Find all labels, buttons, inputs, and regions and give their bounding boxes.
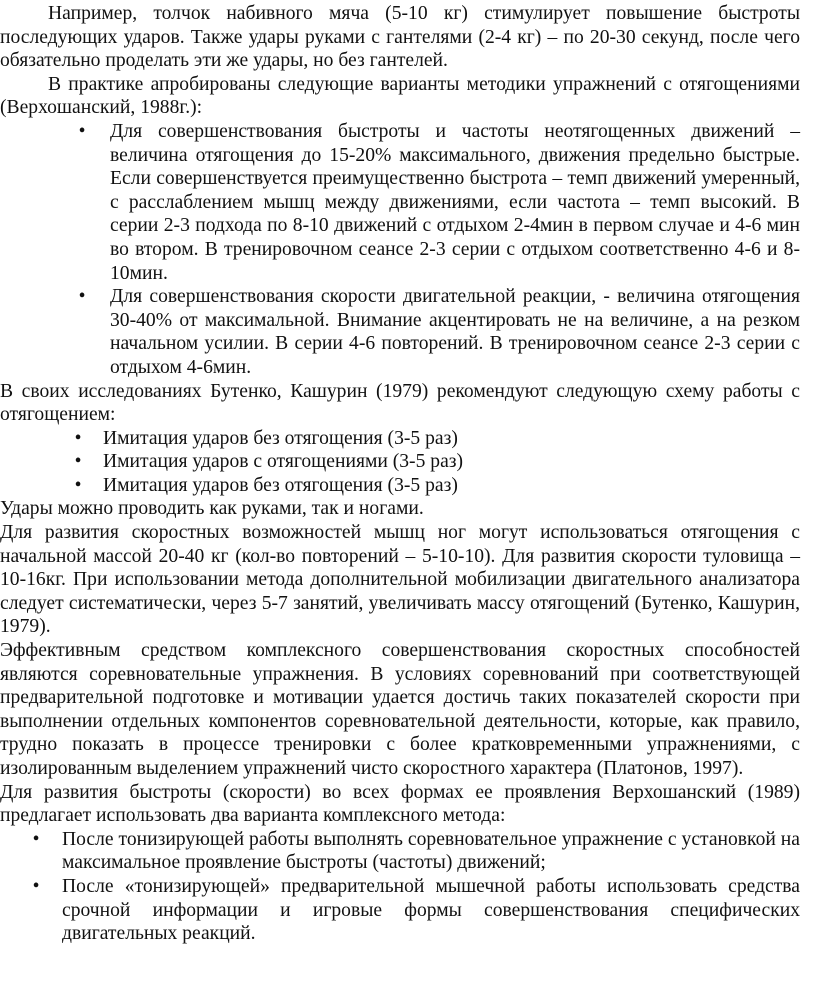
paragraph-competition: Эффективным средством комплексного совершенствования скоростных способностей являются соревновательные упражнения. В условиях соревнований при соответствующей предварительной подготовке и мотивации удается достичь таких показателей скорости при выполнении отдельных компонентов соревновательной деятельности, которые, как правило, трудно показать в процессе тренировки с более кратковременными упражнениями, с изолированным выделением упражнений чисто скоростного характера (Платонов, 1997).: [0, 640, 800, 779]
list-item: [0, 427, 800, 451]
bullet-icon: •: [74, 451, 82, 473]
list-item-text: Для совершенствования быстроты и частоты неотягощенных движений – величина отягощения до 15-20% максимального, движения предельно быстрые. Если совершенствуется преимущественно быстрота – темп движений умеренный, с расслаблением мышц между движениями, если частота – темп высокий. В серии 2-3 подхода по 8-10 движений с отдыхом 2-4мин в первом случае и 4-6 мин во втором. В тренировочном сеансе 2-3 серии с отдыхом соответственно 4-6 и 8-10мин.: [110, 120, 800, 284]
bullet-icon: •: [32, 875, 40, 897]
methods-list: [0, 120, 800, 380]
bullet-icon: •: [32, 828, 40, 850]
bullet-icon: •: [74, 474, 82, 496]
bullet-icon: •: [78, 286, 86, 308]
list-item: [0, 450, 800, 474]
scheme-list: [0, 427, 800, 498]
list-item: [0, 474, 800, 498]
list-item: [0, 875, 800, 946]
list-item-text: После «тонизирующей» предварительной мышечной работы использовать средства срочной информации и игровые формы совершенствования специфических двигательных реакций.: [62, 875, 800, 945]
bullet-icon: •: [78, 120, 86, 142]
list-item: [0, 828, 800, 875]
list-item: [0, 285, 800, 379]
list-item-text: Имитация ударов без отягощения (3-5 раз): [103, 427, 458, 449]
paragraph-complex-intro: Для развития быстроты (скорости) во всех формах ее проявления Верхошанский (1989) предлагает использовать два варианта комплексного метода:: [0, 781, 800, 827]
paragraph-legs: Для развития скоростных возможностей мышц ног могут использоваться отягощения с начальной массой 20-40 кг (кол-во повторений – 5-10-10). Для развития скорости туловища – 10-16кг. При использовании метода дополнительной мобилизации двигательного анализатора следует систематически, через 5-7 занятий, увеличивать массу отягощений (Бутенко, Кашурин, 1979).: [0, 522, 800, 638]
list-item-text: Имитация ударов с отягощениями (3-5 раз): [103, 451, 464, 473]
paragraph-methods-intro: В практике апробированы следующие варианты методики упражнений с отягощениями (Верхошанский, 1988г.):: [0, 73, 800, 119]
list-item-text: Для совершенствования скорости двигательной реакции, - величина отягощения 30-40% от максимальной. Внимание акцентировать не на величине, а на резком начальном усилии. В серии 4-6 повторений. В тренировочном сеансе 2-3 серии с отдыхом 4-6мин.: [110, 286, 800, 378]
paragraph-intro: Например, толчок набивного мяча (5-10 кг) стимулирует повышение быстроты последующих ударов. Также удары руками с гантелями (2-4 кг) – по 20-30 секунд, после чего обязательно проделать эти же удары, но без гантелей.: [0, 3, 800, 72]
paragraph-scheme-intro: В своих исследованиях Бутенко, Кашурин (1979) рекомендуют следующую схему работы с отягощением:: [0, 380, 800, 426]
paragraph-strikes: Удары можно проводить как руками, так и ногами.: [0, 498, 424, 520]
list-item-text: После тонизирующей работы выполнять соревновательное упражнение с установкой на максимальное проявление быстроты (частоты) движений;: [62, 828, 800, 874]
complex-method-list: [0, 828, 800, 946]
list-item: [0, 120, 800, 285]
bullet-icon: •: [74, 427, 82, 449]
list-item-text: Имитация ударов без отягощения (3-5 раз): [103, 474, 458, 496]
